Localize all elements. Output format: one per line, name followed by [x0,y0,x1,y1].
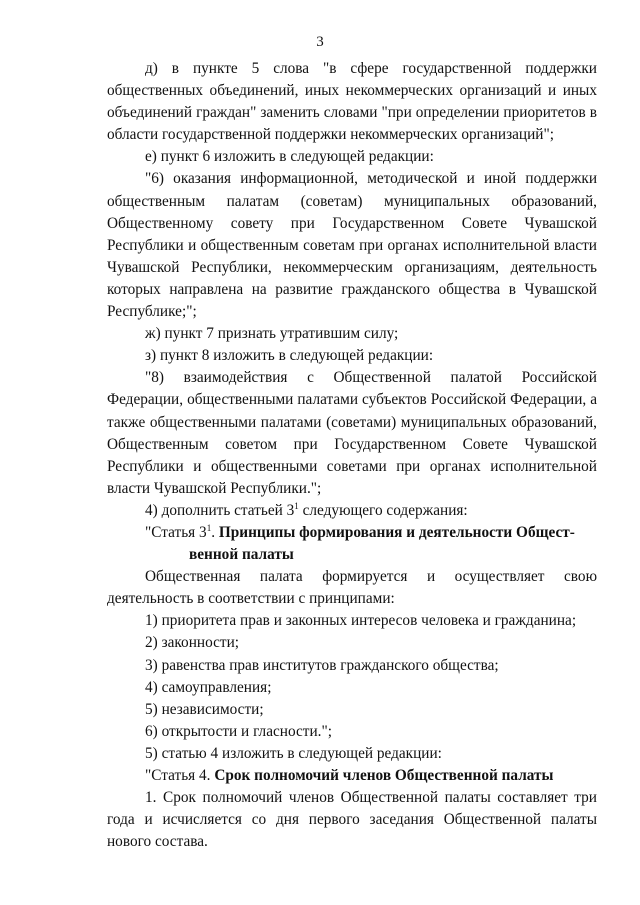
principle-item: 3) равенства прав институтов гражданского общества; [145,656,499,674]
article-3-1-title-line1: Принципы формирования и деятельности Общест- [218,523,575,541]
article-3-1-dot: . [211,523,219,541]
article-4-heading [107,765,597,787]
paragraph-item-e: е) пункт 6 изложить в следующей редакции: [145,148,434,166]
page-number: 3 [316,34,324,50]
paragraph-item-d: д) в пункте 5 слова "в сфере государственной поддержки общественных объединений, иных некоммерческих организаций и иных объединений граждан" заменить словами "при определении приоритетов в области государственной поддержки некоммерческих организаций"; [107,60,597,144]
item-4-text-start: 4) дополнить статьей 3 [145,501,295,519]
paragraph-principles-intro: Общественная палата формируется и осуществляет свою деятельность в соответствии с принципами: [107,568,597,608]
paragraph-item-zh: ж) пункт 7 признать утратившим силу; [145,325,399,343]
principle-item: 1) приоритета прав и законных интересов человека и гражданина; [145,612,577,630]
item-4-superscript: 1 [294,500,299,511]
article-3-1-heading [107,522,597,566]
paragraph-item-4 [107,500,597,522]
paragraph-clause-8: "8) взаимодействия с Общественной палатой Российской Федерации, общественными палатами субъектов Российской Федерации, а также общественными палатами (советами) муниципальных образований, Общественным советом при Государственном Совете Чувашской Республики и общественными советами при органах исполнительной власти Чувашской Республики."; [107,369,597,497]
paragraph-item-5: 5) статью 4 изложить в следующей редакции: [145,744,442,762]
paragraph-clause-6: "6) оказания информационной, методической и иной поддержки общественным палатам (советам) муниципальных образований, Общественному совету при Государственном Совете Чувашской Республики и общественным советам при органах исполнительной власти Чувашской Республики, некоммерческим организациям, деятельность которых направлена на развитие гражданского общества в Чувашской Республике;"; [107,170,597,321]
item-4-text-end: следующего содержания: [298,501,468,519]
article-4-prefix: "Статья 4. [145,767,215,784]
article-4-title: Срок полномочий членов Общественной палаты [214,767,554,784]
principle-item: 6) открытости и гласности."; [145,722,332,740]
paragraph-item-z: з) пункт 8 изложить в следующей редакции: [145,347,434,365]
article-3-1-prefix: "Статья 3 [145,523,207,541]
article-3-1-title-line2: венной палаты [189,546,294,564]
principle-item: 4) самоуправления; [145,678,272,696]
principle-item: 2) законности; [145,634,240,652]
paragraph-article-4-part-1: 1. Срок полномочий членов Общественной палаты составляет три года и исчисляется со дня первого заседания Общественной палаты нового состава. [107,789,597,851]
principle-item: 5) независимости; [145,700,264,718]
document-body [107,58,597,853]
article-3-1-superscript: 1 [206,522,212,533]
